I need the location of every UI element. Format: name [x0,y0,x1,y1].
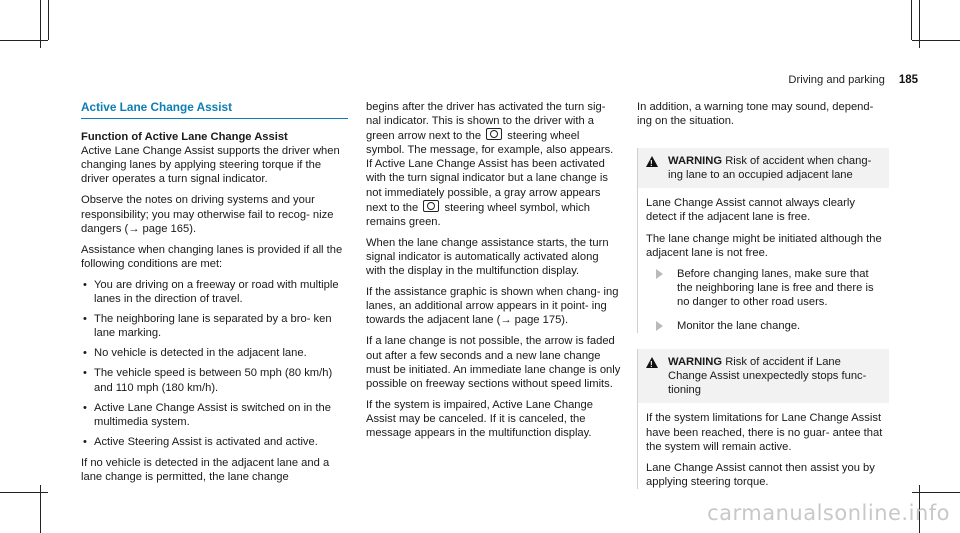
crop-mark [911,0,912,40]
text: If the assistance graphic is shown when chang- ing lanes, an additional arrow appears in it point- ing towards the adjacent lane ( [366,286,619,327]
warning-title [668,154,883,182]
warning-header [638,349,889,403]
instruction-step [646,267,883,309]
subheading: Function of Active Lane Change Assist [81,131,288,144]
observe-text: Observe the notes on driving systems and your responsibility; you may otherwise fail to recog- nize dangers ( [81,194,334,235]
warning-triangle-icon [646,156,658,167]
intro-paragraph: Active Lane Change Assist supports the driver when changing lanes by applying steering torque if the driver operates a turn signal indicator. [81,145,340,186]
column-3 [637,100,889,505]
text: steering wheel symbol. The message, for example, also appears. If Active Lane Change Assist has been activated with the turn signal indicator but a lane change is not immediately possible, a gray arrow appears next to the [366,130,614,214]
step-text: Before changing lanes, make sure that the neighboring lane is free and there is no danger to other road users. [677,267,874,308]
paragraph: The lane change might be initiated although the adjacent lane is not free. [646,232,882,259]
instruction-step [646,319,883,333]
steering-wheel-icon [486,128,502,140]
warning-title-text: Risk of accident when chang- ing lane to an occupied adjacent lane [668,155,872,182]
paragraph: Lane Change Assist cannot always clearly detect if the adjacent lane is free. [646,197,855,224]
paragraph: If the system limitations for Lane Change Assist have been reached, there is no guar- antee that the system will remain active. [646,412,883,453]
warning-title-text: Risk of accident if Lane Change Assist unexpectedly stops func- tioning [668,356,867,397]
steering-wheel-icon [423,200,439,212]
warning-body [638,188,889,333]
paragraph [366,100,621,229]
page-reference-link[interactable]: → page 165). [128,222,197,235]
crop-mark [0,40,48,41]
section-name: Driving and parking [788,74,885,86]
warning-body [638,403,889,488]
step-text: Monitor the lane change. [677,320,801,333]
arrow-icon [656,269,663,279]
crop-mark [0,492,48,493]
warning-triangle-icon [646,357,658,368]
column-1 [81,100,348,491]
list-item: • Active Lane Change Assist is switched on in the multimedia system. [81,401,348,429]
warning-label: WARNING [668,356,723,369]
crop-mark [912,40,960,41]
list-item: • You are driving on a freeway or road with multiple lanes in the direction of travel. [81,278,348,306]
page-header [788,74,918,86]
conditions-list [81,278,348,449]
warning-header [638,148,889,188]
paragraph: If a lane change is not possible, the arrow is faded out after a few seconds and a new lane change must be initiated. An immediate lane change is only possible on freeway sections without speed limits. [366,335,621,390]
warning-label: WARNING [668,155,723,168]
conditions-intro: Assistance when changing lanes is provided if all the following conditions are met: [81,243,343,270]
text: begins after the driver has activated the turn sig- nal indicator. This is shown to the driver with a green arrow next to the [366,101,606,143]
section-title: Active Lane Change Assist [81,100,348,119]
warning-box [637,349,889,489]
page-reference-link[interactable]: → page 175). [500,314,569,327]
crop-mark [912,492,960,493]
list-item: • The neighboring lane is separated by a bro- ken lane marking. [81,312,348,340]
text: steering wheel symbol, which remains green. [366,201,590,228]
paragraph: If the system is impaired, Active Lane Change Assist may be canceled. If it is canceled, the message appears in the multifunction display. [366,398,593,439]
list-item: • No vehicle is detected in the adjacent lane. [81,346,348,360]
paragraph: In addition, a warning tone may sound, depend- ing on the situation. [637,101,874,128]
list-item: • The vehicle speed is between 50 mph (80 km/h) and 110 mph (180 km/h). [81,366,348,394]
column-2 [366,100,621,447]
warning-title [668,355,883,397]
paragraph [366,285,621,327]
crop-mark [48,0,49,40]
arrow-icon [656,321,663,331]
warning-box [637,148,889,333]
paragraph: Lane Change Assist cannot then assist you by applying steering torque. [646,461,875,488]
paragraph: When the lane change assistance starts, the turn signal indicator is automatically activated along with the display in the multifunction display. [366,236,609,278]
list-item: • Active Steering Assist is activated and active. [81,435,348,449]
watermark: carmanualsonline.info [707,501,950,525]
tail-paragraph: If no vehicle is detected in the adjacent lane and a lane change is permitted, the lane change [81,456,330,483]
observe-paragraph [81,193,348,235]
page-number: 185 [898,74,918,86]
